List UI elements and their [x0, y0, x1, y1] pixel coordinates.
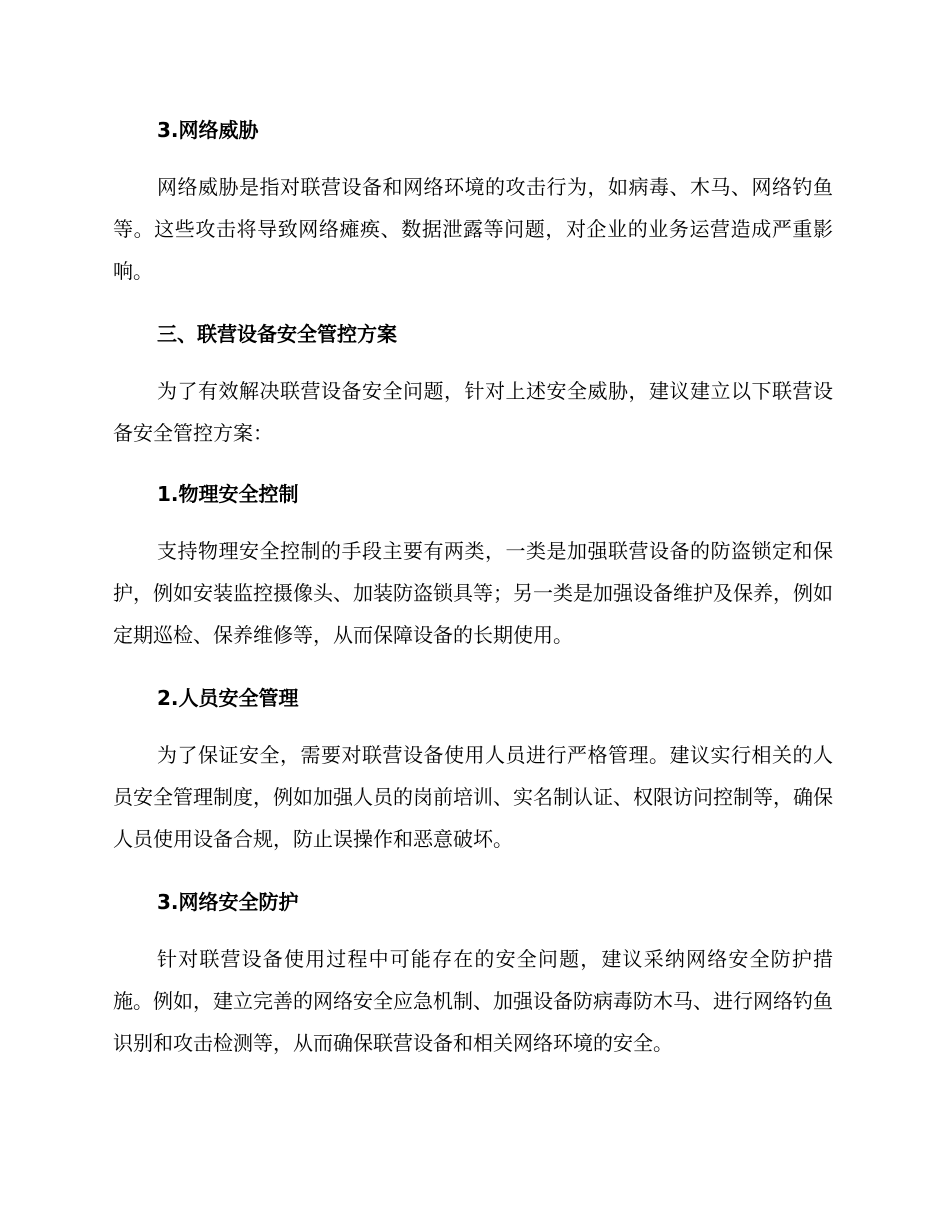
- section-heading-security-plan: 三、联营设备安全管控方案: [157, 322, 397, 346]
- paragraph-network-protection: 针对联营设备使用过程中可能存在的安全问题，建议采纳网络安全防护措施。例如，建立完善的网络安全应急机制、加强设备防病毒防木马、进行网络钓鱼识别和攻击检测等，从而确保联营设备和相关网络环境的安全。: [113, 947, 833, 1055]
- section-heading-physical-security: 1.物理安全控制: [157, 482, 299, 506]
- paragraph-physical-security: 支持物理安全控制的手段主要有两类，一类是加强联营设备的防盗锁定和保护，例如安装监控摄像头、加装防盗锁具等；另一类是加强设备维护及保养，例如定期巡检、保养维修等，从而保障设备的长期使用。: [113, 539, 833, 647]
- paragraph-security-plan: 为了有效解决联营设备安全问题，针对上述安全威胁，建议建立以下联营设备安全管控方案：: [113, 379, 833, 445]
- section-heading-network-threat: 3.网络威胁: [157, 118, 259, 142]
- section-heading-network-protection: 3.网络安全防护: [157, 890, 299, 914]
- paragraph-network-threat: 网络威胁是指对联营设备和网络环境的攻击行为，如病毒、木马、网络钓鱼等。这些攻击将导致网络瘫痪、数据泄露等问题，对企业的业务运营造成严重影响。: [113, 175, 833, 283]
- paragraph-personnel-security: 为了保证安全，需要对联营设备使用人员进行严格管理。建议实行相关的人员安全管理制度，例如加强人员的岗前培训、实名制认证、权限访问控制等，确保人员使用设备合规，防止误操作和恶意破坏。: [113, 743, 833, 851]
- section-heading-personnel-security: 2.人员安全管理: [157, 686, 299, 710]
